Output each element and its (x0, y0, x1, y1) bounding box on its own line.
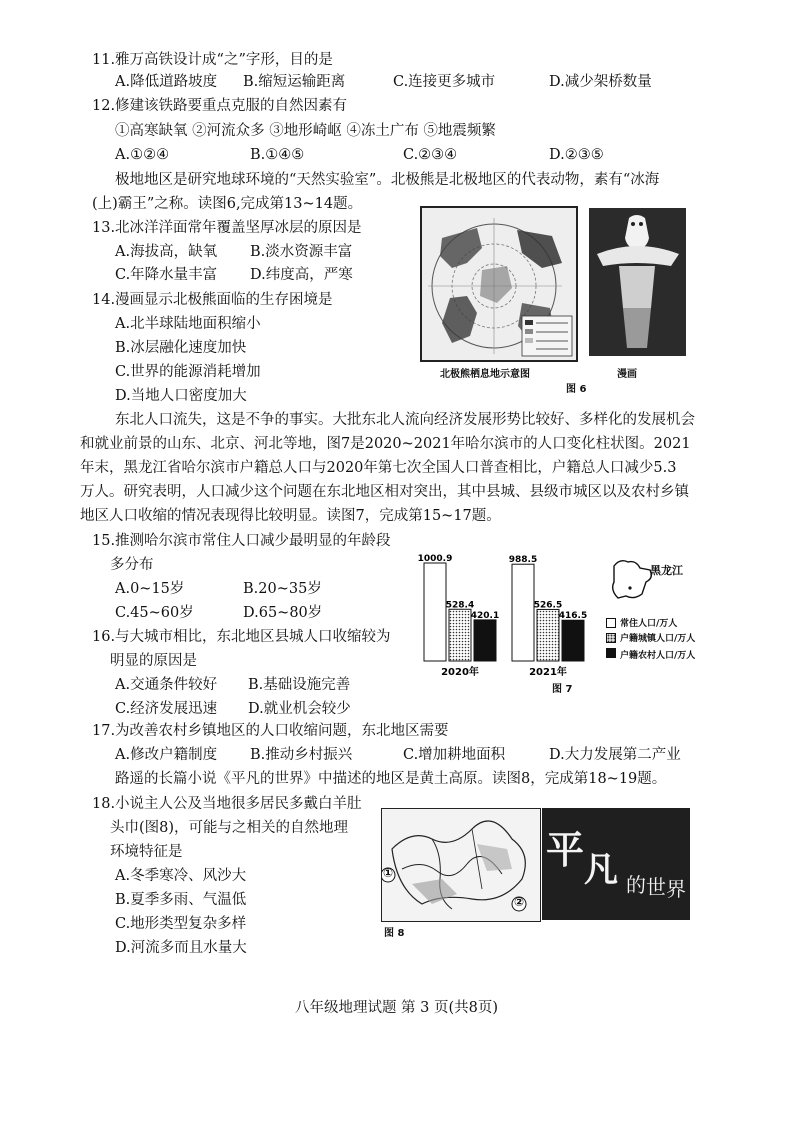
q14-option-c: C.世界的能源消耗增加 (115, 364, 261, 380)
book-title-char-1: 平 (546, 827, 585, 872)
legend-swatch-urban (606, 633, 616, 643)
heilongjiang-outline (606, 556, 656, 604)
q15-option-d: D.65~80岁 (243, 605, 323, 621)
bar-1-series-2 (449, 609, 471, 661)
q18-option-d: D.河流多而且水量大 (115, 940, 247, 956)
q18-option-b: B.夏季多雨、气温低 (115, 892, 247, 908)
figure8-marker-1: ① (383, 866, 394, 880)
luyao-intro: 路遥的长篇小说《平凡的世界》中描述的地区是黄土高原。读图8，完成第18~19题。 (115, 771, 667, 787)
q13-option-a: A.海拔高，缺氧 (115, 244, 218, 260)
bar-2-series-3 (562, 620, 584, 661)
q16-stem: 16.与大城市相比，东北地区县城人口收缩较为 (92, 629, 391, 645)
bar-2-series-2 (537, 609, 559, 661)
book-title-char-2: 凡 (584, 850, 618, 890)
heilongjiang-label: 黑龙江 (650, 564, 683, 577)
figure8-marker-2: ② (514, 895, 525, 909)
book-cover-image (542, 808, 690, 920)
q13-option-c: C.年降水量丰富 (115, 267, 218, 283)
q17-option-a: A.修改户籍制度 (115, 747, 218, 763)
q12-factors: ①高寒缺氧 ②河流众多 ③地形崎岖 ④冻土广布 ⑤地震频繁 (115, 123, 496, 139)
figure6-cartoon-caption: 漫画 (617, 369, 637, 380)
q17-option-c: C.增加耕地面积 (403, 747, 506, 763)
q13-option-b: B.淡水资源丰富 (250, 244, 353, 260)
legend-rural: 户籍农村人口/万人 (620, 651, 696, 661)
q15-option-b: B.20~35岁 (243, 581, 322, 597)
polar-bear-cartoon (589, 208, 686, 356)
bar-value-label: 526.5 (533, 600, 563, 611)
q14-option-b: B.冰层融化速度加快 (115, 340, 247, 356)
book-title-char-5: 界 (666, 877, 686, 901)
bar-1-series-1 (424, 563, 446, 661)
polar-intro-line1: 极地地区是研究地球环境的“天然实验室”。北极熊是北极地区的代表动物，素有“冰海 (115, 172, 660, 188)
bar-value-label: 528.4 (445, 600, 475, 611)
legend-swatch-rural (606, 648, 616, 658)
q11-option-c: C.连接更多城市 (393, 74, 496, 90)
arctic-map (420, 206, 578, 362)
q13-stem: 13.北冰洋洋面常年覆盖坚厚冰层的原因是 (92, 220, 362, 236)
q12-option-b: B.①④⑤ (250, 147, 305, 163)
q18-option-c: C.地形类型复杂多样 (115, 916, 247, 932)
ne-intro-line4: 万人。研究表明，人口减少这个问题在东北地区相对突出，其中县城、县级市城区以及农村乡镇 (80, 484, 689, 500)
q15-stem-cont: 多分布 (110, 557, 154, 573)
ne-intro-line2: 和就业前景的山东、北京、河北等地，图7是2020~2021年哈尔滨市的人口变化柱状图。2021 (80, 436, 691, 452)
bar-value-label: 420.1 (470, 610, 500, 621)
q15-option-c: C.45~60岁 (115, 605, 194, 621)
q16-option-d: D.就业机会较少 (248, 701, 351, 717)
q11-option-b: B.缩短运输距离 (243, 74, 346, 90)
q18-stem-cont2: 环境特征是 (110, 844, 183, 860)
q16-option-a: A.交通条件较好 (115, 677, 218, 693)
q12-option-d: D.②③⑤ (549, 147, 604, 163)
bar-value-label: 1000.9 (417, 554, 453, 564)
q18-stem-cont: 头巾(图8)，可能与之相关的自然地理 (110, 820, 349, 836)
q16-option-b: B.基础设施完善 (248, 677, 351, 693)
polar-intro-line2: (上)霸王”之称。读图6,完成第13~14题。 (92, 196, 363, 212)
bar-1-series-3 (474, 620, 496, 661)
bar-value-label: 988.5 (508, 555, 538, 566)
q15-stem: 15.推测哈尔滨市常住人口减少最明显的年龄段 (92, 533, 391, 549)
legend-urban: 户籍城镇人口/万人 (620, 634, 696, 644)
q18-stem: 18.小说主人公及当地很多居民多戴白羊肚 (92, 796, 362, 812)
page-footer: 八年级地理试题 第 3 页(共8页) (294, 1000, 499, 1016)
q12-stem: 12.修建该铁路要重点克服的自然因素有 (92, 98, 348, 114)
q16-stem-cont: 明显的原因是 (110, 653, 197, 669)
q17-option-b: B.推动乡村振兴 (250, 747, 353, 763)
q11-stem: 11.雅万高铁设计成“之”字形，目的是 (92, 52, 333, 68)
q12-option-c: C.②③④ (403, 147, 458, 163)
q13-option-d: D.纬度高，严寒 (250, 267, 353, 283)
q12-option-a: A.①②④ (115, 147, 170, 163)
q17-option-d: D.大力发展第二产业 (549, 747, 681, 763)
q14-option-d: D.当地人口密度加大 (115, 388, 247, 404)
q17-stem: 17.为改善农村乡镇地区的人口收缩问题，东北地区需要 (92, 723, 449, 739)
q14-stem: 14.漫画显示北极熊面临的生存困境是 (92, 292, 333, 308)
ne-intro-line1: 东北人口流失，这是不争的事实。大批东北人流向经济发展形势比较好、多样化的发展机会 (115, 412, 695, 428)
book-title-char-3: 的 (626, 873, 646, 897)
figure8-label: 图 8 (384, 928, 405, 939)
legend-swatch-resident (606, 618, 616, 628)
population-bar-chart (416, 553, 616, 681)
q11-option-d: D.减少架桥数量 (549, 74, 652, 90)
bar-2-series-1 (512, 564, 534, 661)
ne-intro-line3: 年末，黑龙江省哈尔滨市户籍总人口与2020年第七次全国人口普查相比，户籍总人口减少5.3 (80, 460, 677, 476)
q18-option-a: A.冬季寒冷、风沙大 (115, 868, 247, 884)
ne-intro-line5: 地区人口收缩的情况表现得比较明显。读图7，完成第15~17题。 (80, 508, 501, 524)
q14-option-a: A.北半球陆地面积缩小 (115, 316, 261, 332)
q15-option-a: A.0~15岁 (115, 581, 185, 597)
bar-value-label: 416.5 (558, 611, 588, 622)
category-label: 2021年 (529, 667, 567, 678)
category-label: 2020年 (441, 667, 479, 678)
figure7-label: 图 7 (552, 684, 573, 695)
q16-option-c: C.经济发展迅速 (115, 701, 218, 717)
legend-resident: 常住人口/万人 (620, 619, 678, 629)
book-title-char-4: 世 (646, 875, 666, 899)
figure6-label: 图 6 (566, 384, 587, 395)
q11-option-a: A.降低道路坡度 (115, 74, 218, 90)
figure6-map-caption: 北极熊栖息地示意图 (440, 369, 530, 380)
